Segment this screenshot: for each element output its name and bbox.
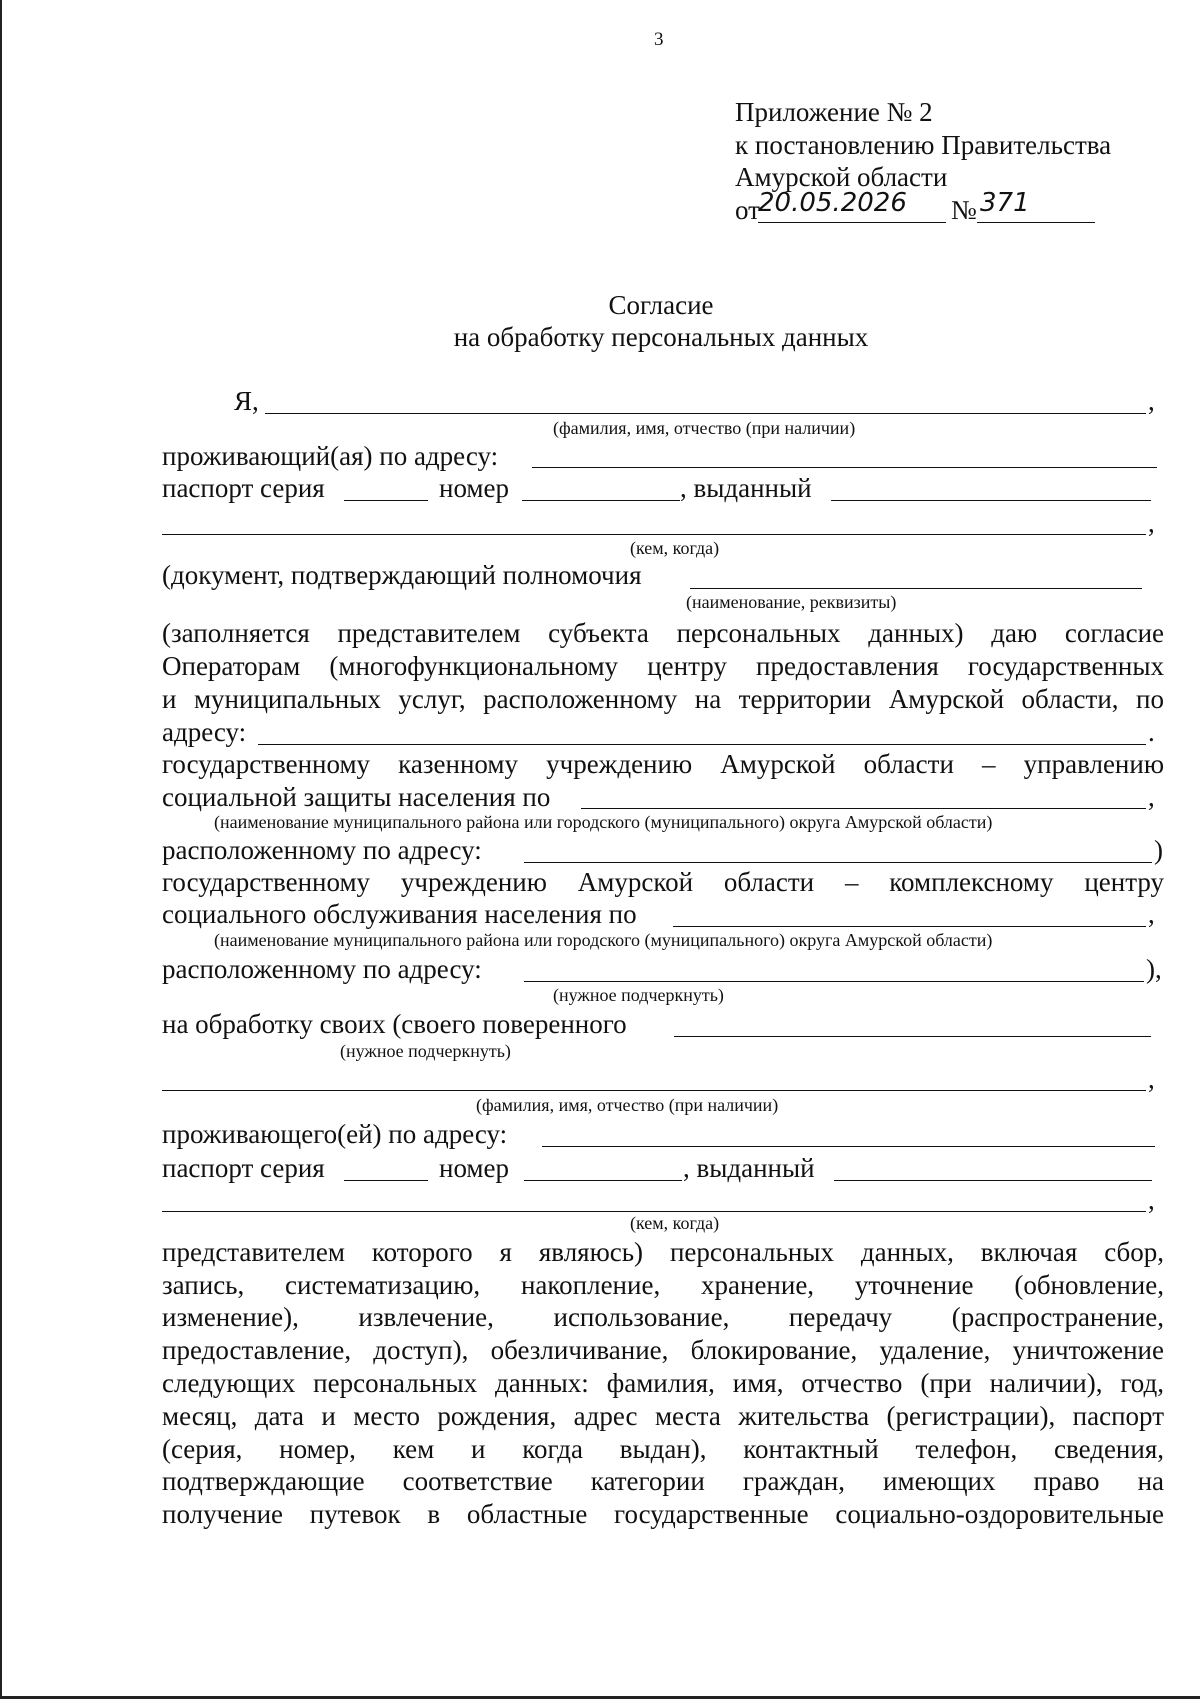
issued-by-field-2[interactable]: [162, 1211, 1146, 1212]
date-underline: [758, 222, 946, 223]
social-service-label: социального обслуживания населения по: [162, 899, 637, 929]
located-label: расположенному по адресу:: [162, 954, 482, 984]
processing-label: на обработку своих (своего поверенного: [162, 1009, 627, 1039]
handwritten-date: 20.05.2026: [758, 188, 907, 218]
passport-issued-label: , выданный: [683, 1153, 815, 1183]
passport-issued-label: , выданный: [680, 473, 812, 503]
comma: ,: [1148, 899, 1155, 929]
close-paren-comma: ),: [1146, 954, 1162, 984]
passport-series-label: паспорт серия: [162, 1153, 325, 1183]
issued-by-field[interactable]: [162, 534, 1146, 535]
fio-hint: (фамилия, имя, отчество (при наличии): [553, 418, 856, 438]
passport-number-field-2[interactable]: [524, 1180, 682, 1181]
consent-text-line: получение путевок в областные государственные социально-оздоровительные: [162, 1499, 1164, 1529]
comma: ,: [1148, 1185, 1155, 1215]
address-field[interactable]: [532, 467, 1157, 468]
document-title: Согласие: [608, 290, 714, 320]
mfc-address-field[interactable]: [258, 744, 1146, 745]
handwritten-number: 371: [980, 188, 1030, 218]
consent-text-line: (заполняется представителем субъекта персональных данных) даю согласие: [162, 618, 1164, 648]
passport-series-label: паспорт серия: [162, 473, 325, 503]
representative-field[interactable]: [674, 1036, 1151, 1037]
consent-text-line: следующих персональных данных: фамилия, имя, отчество (при наличии), год,: [162, 1368, 1164, 1398]
consent-text-line: предоставление, доступ), обезличивание, блокирование, удаление, уничтожение: [162, 1335, 1164, 1365]
appendix-region: Амурской области: [735, 162, 948, 192]
who-when-hint: (кем, когда): [630, 538, 720, 558]
page-number: 3: [654, 29, 664, 50]
consent-text-line: запись, систематизацию, накопление, хранение, уточнение (обновление,: [162, 1270, 1164, 1300]
passport-number-label: номер: [439, 1153, 510, 1183]
document-field[interactable]: [690, 588, 1142, 589]
number-underline: [977, 222, 1095, 223]
located-label: расположенному по адресу:: [162, 835, 482, 865]
representative-address-field[interactable]: [542, 1146, 1155, 1147]
consent-text-line: подтверждающие соответствие категории граждан, имеющих право на: [162, 1466, 1164, 1496]
document-subtitle: на обработку персональных данных: [453, 322, 869, 352]
comma: ,: [1148, 1064, 1155, 1094]
consent-text-line: (серия, номер, кем и когда выдан), контактный телефон, сведения,: [162, 1434, 1164, 1464]
address-label: проживающий(ая) по адресу:: [162, 441, 499, 471]
date-prefix: от: [735, 195, 760, 225]
consent-text-line: месяц, дата и место рождения, адрес места жительства (регистрации), паспорт: [162, 1401, 1164, 1431]
number-prefix: №: [951, 195, 977, 225]
social-service-district-field[interactable]: [673, 926, 1146, 927]
gu-line: государственному учреждению Амурской области – комплексному центру: [162, 867, 1164, 897]
located-address-field-2[interactable]: [524, 981, 1144, 982]
passport-issued-field[interactable]: [831, 500, 1151, 501]
document-label: (документ, подтверждающий полномочия: [162, 560, 642, 590]
address2-label: адресу:: [162, 717, 247, 747]
comma: ,: [1148, 508, 1155, 538]
passport-series-field[interactable]: [344, 500, 428, 501]
social-protection-label: социальной защиты населения по: [162, 782, 551, 812]
gku-line: государственному казенному учреждению Амурской области – управлению: [162, 749, 1164, 779]
passport-number-label: номер: [439, 473, 510, 503]
appendix-number: Приложение № 2: [735, 97, 933, 127]
fio-hint-2: (фамилия, имя, отчество (при наличии): [476, 1095, 779, 1115]
close-paren: ): [1154, 835, 1163, 865]
consent-text-line: представителем которого я являюсь) персональных данных, включая сбор,: [162, 1237, 1164, 1267]
ya-label: Я,: [234, 386, 259, 416]
document-hint: (наименование, реквизиты): [686, 592, 897, 612]
consent-text-line: изменение), извлечение, использование, передачу (распространение,: [162, 1302, 1164, 1332]
consent-text-line: и муниципальных услуг, расположенному на территории Амурской области, по: [162, 684, 1164, 714]
fio-field[interactable]: [265, 413, 1146, 414]
passport-number-field[interactable]: [522, 500, 680, 501]
underline-needed-hint: (нужное подчеркнуть): [553, 985, 724, 1005]
municipal-hint: (наименование муниципального района или городского (муниципального) округа Амурской области): [214, 812, 993, 832]
address3-label: проживающего(ей) по адресу:: [162, 1119, 508, 1149]
passport-issued-field-2[interactable]: [834, 1180, 1152, 1181]
underline-needed-hint: (нужное подчеркнуть): [340, 1041, 511, 1061]
period: .: [1148, 717, 1155, 747]
municipal-hint: (наименование муниципального района или городского (муниципального) округа Амурской области): [214, 930, 993, 950]
social-protection-district-field[interactable]: [581, 808, 1146, 809]
appendix-decree: к постановлению Правительства: [735, 130, 1112, 160]
passport-series-field-2[interactable]: [344, 1180, 428, 1181]
comma: ,: [1148, 782, 1155, 812]
representative-fio-field[interactable]: [162, 1090, 1146, 1091]
who-when-hint: (кем, когда): [630, 1213, 720, 1233]
located-address-field[interactable]: [524, 862, 1152, 863]
comma: ,: [1148, 386, 1155, 416]
scan-left-edge: [0, 0, 2, 1699]
consent-text-line: Операторам (многофункциональному центру предоставления государственных: [162, 651, 1164, 681]
